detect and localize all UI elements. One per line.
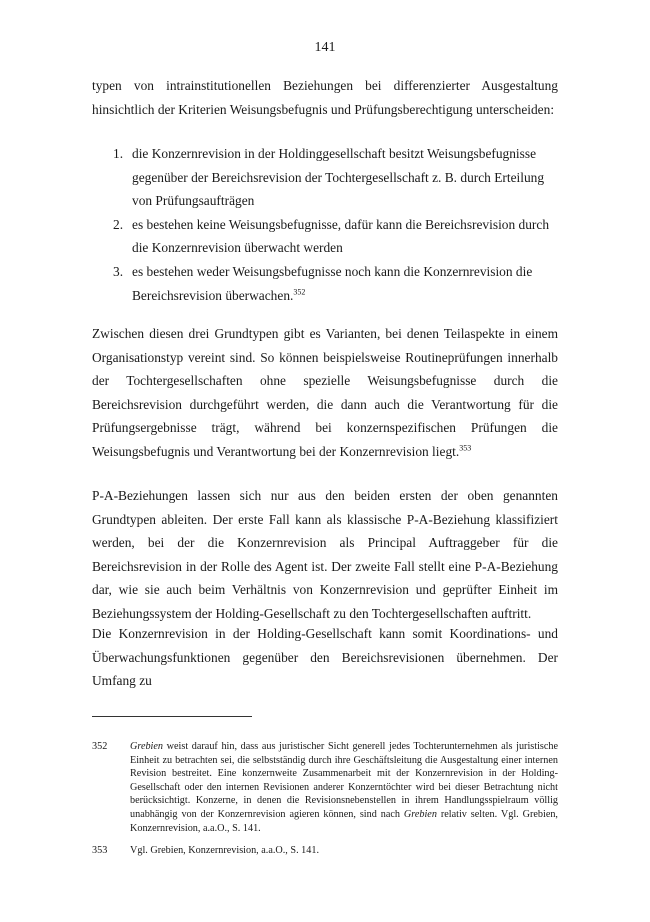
page-number: 141 (314, 40, 336, 55)
list-item-text-content: es bestehen weder Weisungsbefugnisse noch kann die Konzernrevision die Bereichsrevision überwachen. (132, 263, 533, 303)
list-item-text: die Konzernrevision in der Holdinggesellschaft besitzt Weisungsbefugnisse gegenüber der Bereichsrevision der Tochtergesellschaft z. B. durch Erteilung von Prüfungsaufträgen (132, 146, 545, 209)
list-item-number: 3. (113, 263, 124, 279)
paragraph-varianten-text (92, 322, 558, 464)
list-item (113, 213, 553, 260)
paragraph-varianten-content: Zwischen diesen drei Grundtypen gibt es Varianten, bei denen Teilaspekte in einem Organisationstyp vereint sind. So können beispielsweise Routineprüfungen innerhalb der Tochtergesellschaften ohne spezielle Weisungsbefugnisse durch die Bereichsrevision durchgeführt werden, die dann auch die Verantwortung für die Prüfungsergebnisse trägt, während bei konzernspezifischen Prüfungen die Weisungsbefugnis und Verantwortung bei der Konzernrevision liegt. (92, 326, 558, 459)
paragraph-konzernrevision-text: Die Konzernrevision in der Holding-Gesellschaft kann somit Koordinations- und Überwachungsfunktionen gegenüber den Bereichsrevisionen übernehmen. Der Umfang zu (92, 626, 558, 689)
list-item (113, 142, 553, 213)
footnote-divider (92, 716, 252, 717)
paragraph-pa-beziehungen-text: P-A-Beziehungen lassen sich nur aus den beiden ersten der oben genannten Grundtypen ableiten. Der erste Fall kann als klassische P-A-Beziehung klassifiziert werden, bei der die Konzernrevision als Principal Auftraggeber für die Bereichsrevision in der Rolle des Agent ist. Der zweite Fall stellt eine P-A-Beziehung dar, wie sie auch beim Verhältnis von Konzernrevision und geprüfter Einheit im Beziehungssystem der Holding-Gesellschaft zu den Tochtergesellschaften auftritt. (92, 488, 558, 621)
footnote-text: Vgl. Grebien, Konzernrevision, a.a.O., S. 141. (130, 845, 319, 857)
footnote-352 (92, 740, 558, 835)
paragraph-intro-text: typen von intrainstitutionellen Beziehungen bei differenzierter Ausgestaltung hinsichtlich der Kriterien Weisungsbefugnis und Prüfungsberechtigung unterscheiden: (92, 78, 558, 117)
list-item-number: 2. (113, 216, 124, 232)
paragraph-konzernrevision (92, 622, 558, 693)
footnote-author: Grebien (403, 808, 437, 820)
footnote-353 (92, 844, 558, 858)
list-item-text (132, 260, 553, 307)
footnote-number: 352 (92, 741, 108, 752)
footnote-author: Grebien (130, 741, 164, 752)
list-item-text: es bestehen keine Weisungsbefugnisse, dafür kann die Bereichsrevision durch die Konzernrevision überwacht werden (132, 216, 550, 256)
paragraph-pa-beziehungen (92, 484, 558, 626)
paragraph-intro (92, 74, 558, 121)
footnote-text-part-b: relativ selten. Vgl. Grebien, Konzernrevision, a.a.O., S. 141. (130, 808, 558, 834)
list-item (113, 260, 553, 307)
list-item-number: 1. (113, 146, 124, 161)
footnote-ref-352[interactable]: 352 (293, 287, 306, 297)
footnote-text-part-a: weist darauf hin, dass aus juristischer Sicht generell jedes Tochterunternehmen als juristische Einheit zu betrachten sei, die selbstständig durch ihre Geschäftsleitung die Ausgestaltung einer internen Revision bestreitet. Eine konzernweite Zusammenarbeit mit der Konzernrevision in der Holding-Gesellschaft oder den internen Revisionen anderer Konzerntöchter wird bei dieser Betrachtung nicht berücksichtigt. Konzerne, in denen die Revisionsnebenstellen in ihrem Handlungsspielraum völlig unabhängig von der Konzernrevision agieren können, sind nach (130, 741, 558, 820)
paragraph-varianten (92, 322, 558, 464)
footnote-ref-353[interactable]: 353 (459, 443, 472, 453)
footnote-number: 353 (92, 845, 108, 857)
footnotes (92, 740, 558, 867)
grundtypen-list (113, 142, 553, 307)
footnote-text (130, 740, 558, 835)
